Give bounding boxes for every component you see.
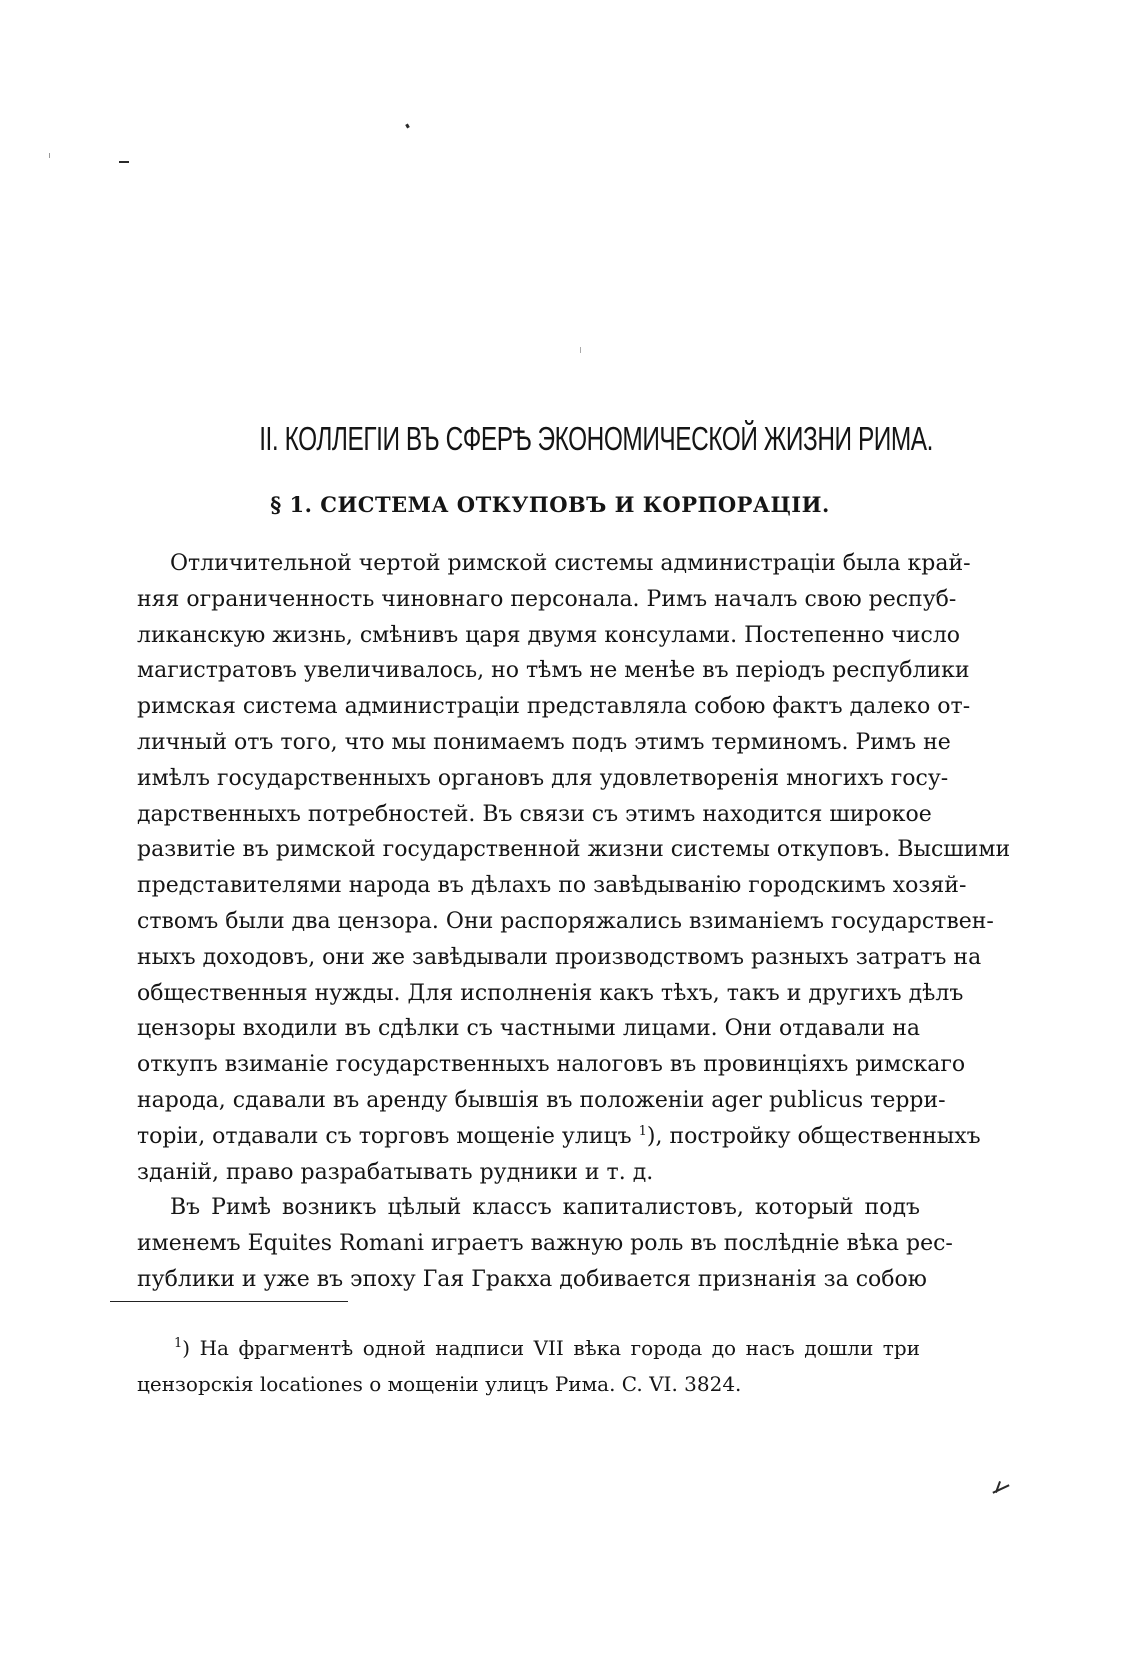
text-line: ликанскую жизнь, смѣнивъ царя двумя консулами. Постепенно число bbox=[137, 622, 961, 648]
footnote-line: цензорскiя locationes о мощенiи улицъ Рима. C. VI. 3824. bbox=[137, 1372, 742, 1396]
line-text: ), постройку общественныхъ bbox=[646, 1123, 981, 1149]
footnote-line bbox=[137, 1330, 920, 1366]
text-line: народа, сдавали въ аренду бывшiя въ положенiи ager publicus терри- bbox=[137, 1087, 946, 1113]
scan-speck bbox=[49, 153, 50, 158]
text-line: ныхъ доходовъ, они же завѣдывали производствомъ разныхъ затратъ на bbox=[137, 944, 982, 970]
text-line: именемъ Equites Romani играетъ важную роль въ послѣднiе вѣка рес- bbox=[137, 1231, 953, 1257]
text-line: откупъ взиманiе государственныхъ налоговъ въ провинцiяхъ римскаго bbox=[137, 1052, 966, 1078]
main-text bbox=[137, 546, 1011, 1298]
text-line: магистратовъ увеличивалось, но тѣмъ не менѣе въ перiодъ республики bbox=[137, 658, 970, 684]
line-text: торiи, отдавали съ торговъ мощенiе улицъ bbox=[137, 1123, 632, 1149]
text-line: зданiй, право разрабатывать рудники и т. д. bbox=[137, 1159, 654, 1185]
footnote-marker: 1 bbox=[174, 1336, 183, 1351]
text-line: дарственныхъ потребностей. Въ связи съ этимъ находится широкое bbox=[137, 801, 932, 827]
text-line: Въ Римѣ возникъ цѣлый классъ капиталистовъ, который подъ bbox=[170, 1195, 920, 1221]
text-line: римская система администрацiи представляла собою фактъ далеко от- bbox=[137, 694, 971, 720]
chapter-title: II. КОЛЛЕГIИ ВЪ СФЕРѢ ЭКОНОМИЧЕСКОЙ ЖИЗНИ РИМА. bbox=[259, 420, 933, 457]
text-line: няя ограниченность чиновнаго персонала. Римъ началъ свою респуб- bbox=[137, 586, 957, 612]
text-line: общественныя нужды. Для исполненiя какъ тѣхъ, такъ и другихъ дѣлъ bbox=[137, 980, 964, 1006]
text-line: публики и уже въ эпоху Гая Гракха добивается признанiя за собою bbox=[137, 1266, 927, 1292]
footnote-ref[interactable]: 1 bbox=[638, 1123, 647, 1139]
text-line: имѣлъ государственныхъ органовъ для удовлетворенiя многихъ госу- bbox=[137, 765, 949, 791]
text-line bbox=[137, 1119, 981, 1155]
text-line: цензоры входили въ сдѣлки съ частными лицами. Они отдавали на bbox=[137, 1016, 920, 1042]
scan-speck bbox=[580, 347, 581, 353]
text-line: личный отъ того, что мы понимаемъ подъ этимъ терминомъ. Римъ не bbox=[137, 729, 951, 755]
footnote bbox=[137, 1330, 920, 1402]
text-line: представителями народа въ дѣлахъ по завѣдыванiю городскимъ хозяй- bbox=[137, 873, 967, 899]
footnote-divider bbox=[110, 1301, 348, 1302]
scan-speck bbox=[119, 161, 129, 163]
scan-speck bbox=[405, 124, 410, 129]
text-line: ствомъ были два цензора. Они распоряжались взиманiемъ государствен- bbox=[137, 908, 994, 934]
section-title: § 1. СИСТЕМА ОТКУПОВЪ И КОРПОРАЦIИ. bbox=[270, 492, 830, 517]
text-line: Отличительной чертой римской системы администрацiи была край- bbox=[170, 551, 971, 576]
footnote-text: ) На фрагментѣ одной надписи VII вѣка города до насъ дошли три bbox=[182, 1336, 920, 1360]
text-line: развитiе въ римской государственной жизни системы откуповъ. Высшими bbox=[137, 837, 1011, 863]
